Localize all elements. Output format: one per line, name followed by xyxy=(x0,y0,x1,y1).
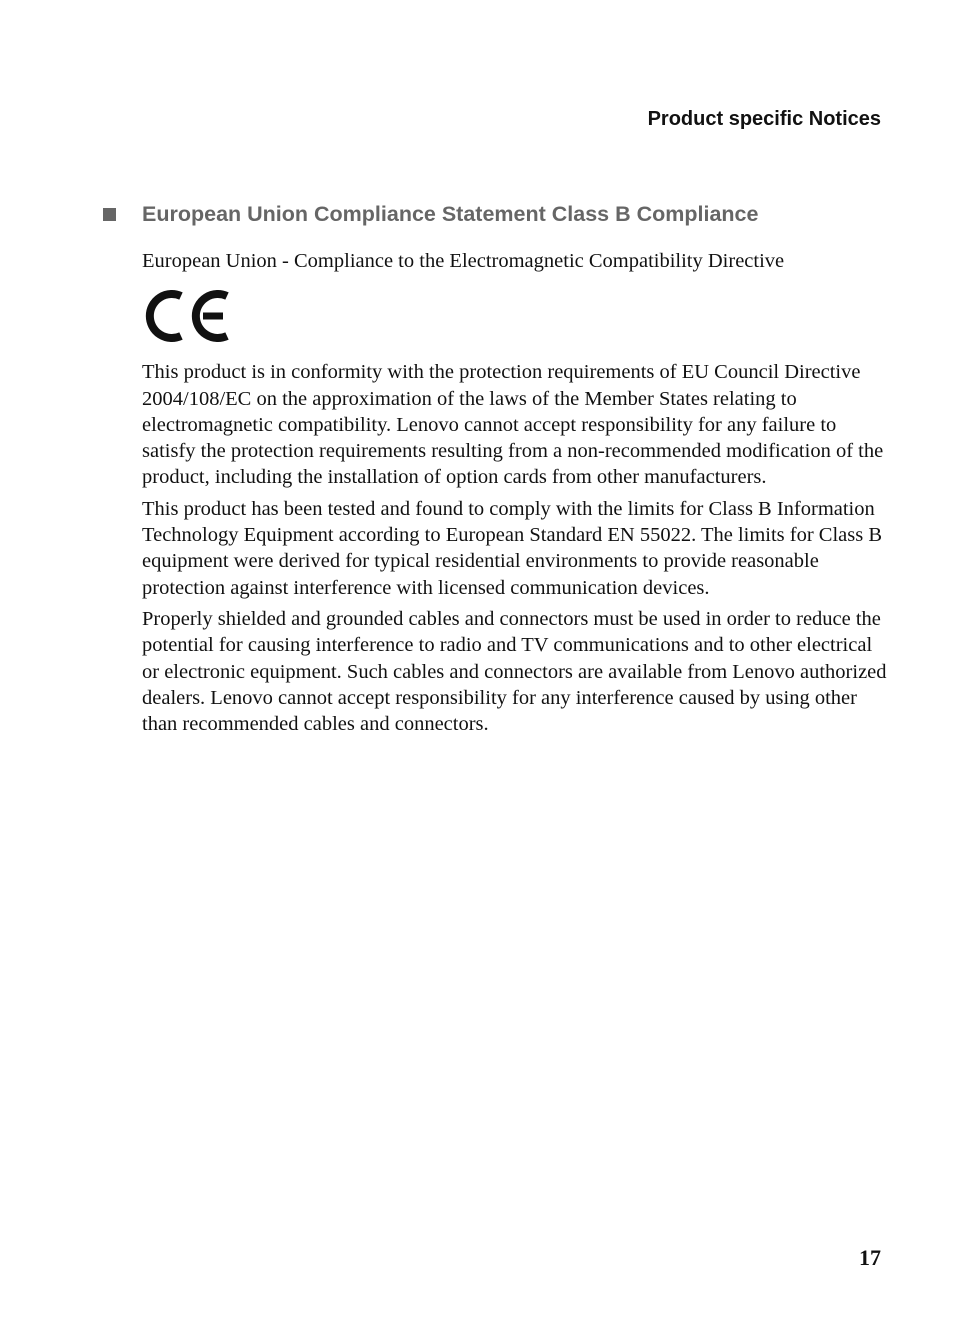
square-bullet-icon xyxy=(103,208,116,221)
intro-line: European Union - Compliance to the Electromagnetic Compatibility Directive xyxy=(142,250,785,272)
paragraph-testing: This product has been tested and found to comply with the limits for Class B Information Technology Equipment according to European Standard EN 55022. The limits for Class B equipment were derived for typical residential environments to provide reasonable protection against interference with licensed communication devices. xyxy=(142,497,883,599)
paragraph-cables: Properly shielded and grounded cables and connectors must be used in order to reduce the potential for causing interference to radio and TV communications and to other electrical or electronic equipment. Such cables and connectors are available from Lenovo authorized dealers. Lenovo cannot accept responsibility for any interference caused by using other than recommended cables and connectors. xyxy=(142,607,887,736)
page-number: 17 xyxy=(859,1245,881,1270)
section-heading-text: European Union Compliance Statement Class B Compliance xyxy=(142,202,759,226)
paragraph-conformity: This product is in conformity with the protection requirements of EU Council Directive 2004/108/EC on the approximation of the laws of the Member States relating to electromagnetic compatibility. Lenovo cannot accept responsibility for any failure to satisfy the protection requirements resulting from a non-recommended modification of the product, including the installation of option cards from other manufacturers. xyxy=(142,361,884,489)
section-heading xyxy=(103,202,893,227)
eu-compliance-section xyxy=(103,202,893,742)
ce-mark-icon xyxy=(145,287,231,345)
section-body xyxy=(142,248,887,737)
running-header: Product specific Notices xyxy=(647,108,881,130)
